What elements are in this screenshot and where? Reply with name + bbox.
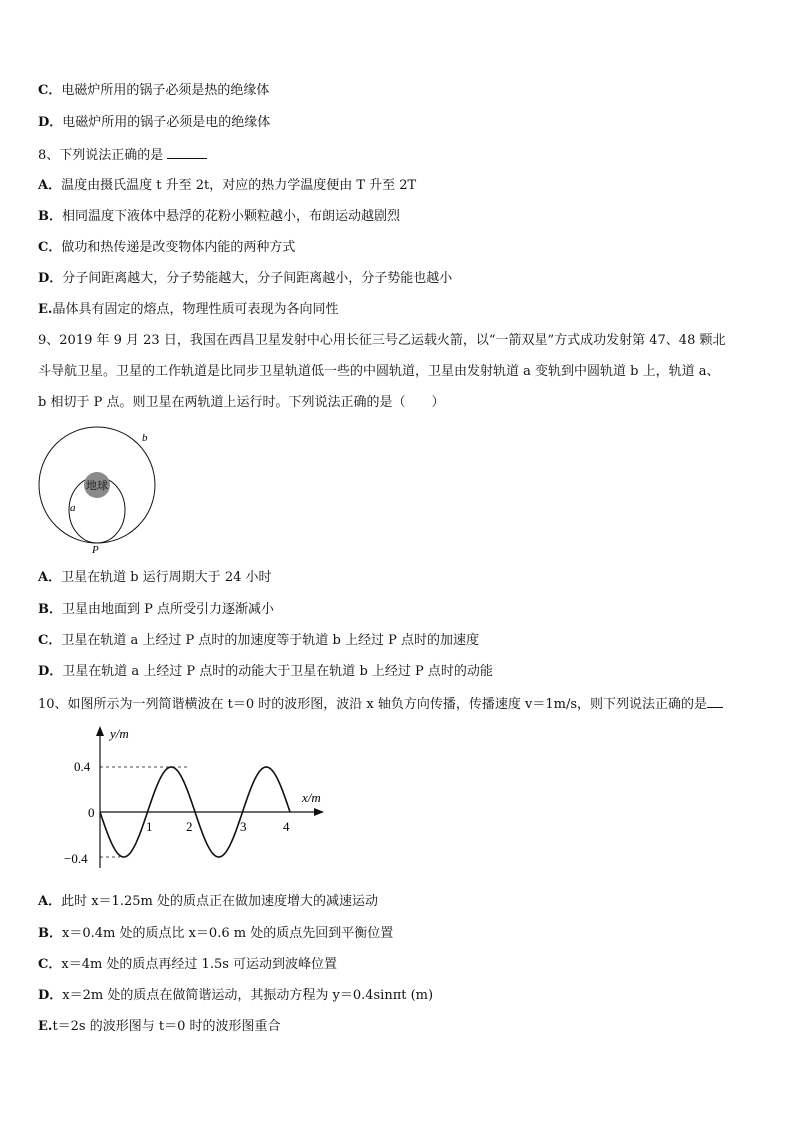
q10-option-d: D．x＝2m 处的质点在做简谐运动，其振动方程为 y＝0.4sinπt (m)	[38, 988, 434, 1003]
q10-stem: 10、如图所示为一列简谐横波在 t＝0 时的波形图，波沿 x 轴负方向传播，传播速度 v＝1m/s，则下列说法正确的是	[38, 695, 723, 714]
q10-option-b: B．x＝0.4m 处的质点比 x＝0.6 m 处的质点先回到平衡位置	[38, 926, 394, 941]
y-tick-label: −0.4	[64, 851, 88, 866]
point-p-label: P	[92, 544, 99, 556]
q9-option-c: C．卫星在轨道 a 上经过 P 点时的加速度等于轨道 b 上经过 P 点时的加速度	[38, 633, 479, 648]
earth-label: 地球	[86, 480, 108, 492]
q8-option-b: B．相同温度下液体中悬浮的花粉小颗粒越小，布朗运动越剧烈	[38, 209, 401, 224]
q7-option-d: D．电磁炉所用的锅子必须是电的绝缘体	[38, 115, 271, 130]
q8-stem: 8、下列说法正确的是	[38, 146, 207, 165]
y-axis-arrow	[96, 726, 104, 736]
q9-option-a: A．卫星在轨道 b 运行周期大于 24 小时	[38, 570, 272, 585]
q8-option-c: C．做功和热传递是改变物体内能的两种方式	[38, 240, 296, 255]
wave-figure	[58, 720, 338, 880]
y-axis-label: y/m	[110, 726, 129, 741]
q10-option-a: A．此时 x＝1.25m 处的质点正在做加速度增大的减速运动	[38, 894, 378, 909]
q8-option-a: A．温度由摄氏温度 t 升至 2t，对应的热力学温度便由 T 升至 2T	[38, 178, 417, 193]
q10-option-e: E.t＝2s 的波形图与 t＝0 时的波形图重合	[38, 1019, 281, 1034]
x-tick-label: 4	[283, 819, 290, 834]
orbit-b-label: b	[142, 432, 148, 444]
q8-option-d: D．分子间距离越大，分子势能越大，分子间距离越小，分子势能也越小	[38, 271, 453, 286]
x-axis-arrow	[314, 808, 324, 816]
q9-stem-line-2: 斗导航卫星。卫星的工作轨道是比同步卫星轨道低一些的中圆轨道，卫星由发射轨道 a 变轨到中圆轨道 b 上，轨道 a、	[38, 364, 720, 379]
q8-option-e: E.晶体具有固定的熔点，物理性质可表现为各向同性	[38, 302, 339, 317]
answer-blank[interactable]	[707, 695, 723, 708]
orbit-figure	[30, 425, 170, 557]
x-tick-label: 3	[240, 819, 247, 834]
y-tick-label: 0	[88, 805, 95, 820]
q9-option-b: B．卫星由地面到 P 点所受引力逐渐减小	[38, 602, 275, 617]
q9-stem-line-1: 9、2019 年 9 月 23 日，我国在西昌卫星发射中心用长征三号乙运载火箭，以“一箭双星”方式成功发射第 47、48 颗北	[38, 333, 726, 348]
q7-option-c: C．电磁炉所用的锅子必须是热的绝缘体	[38, 83, 270, 98]
x-tick-label: 2	[186, 819, 193, 834]
x-axis-label: x/m	[302, 790, 321, 805]
answer-blank[interactable]	[167, 146, 207, 159]
x-tick-label: 1	[146, 819, 153, 834]
q9-stem-line-3: b 相切于 P 点。则卫星在两轨道上运行时。下列说法正确的是（ ）	[38, 395, 445, 410]
q10-option-c: C．x＝4m 处的质点再经过 1.5s 可运动到波峰位置	[38, 957, 338, 972]
orbit-a-label: a	[70, 502, 76, 514]
q9-option-d: D．卫星在轨道 a 上经过 P 点时的动能大于卫星在轨道 b 上经过 P 点时的动能	[38, 664, 493, 679]
y-tick-label: 0.4	[74, 759, 91, 774]
